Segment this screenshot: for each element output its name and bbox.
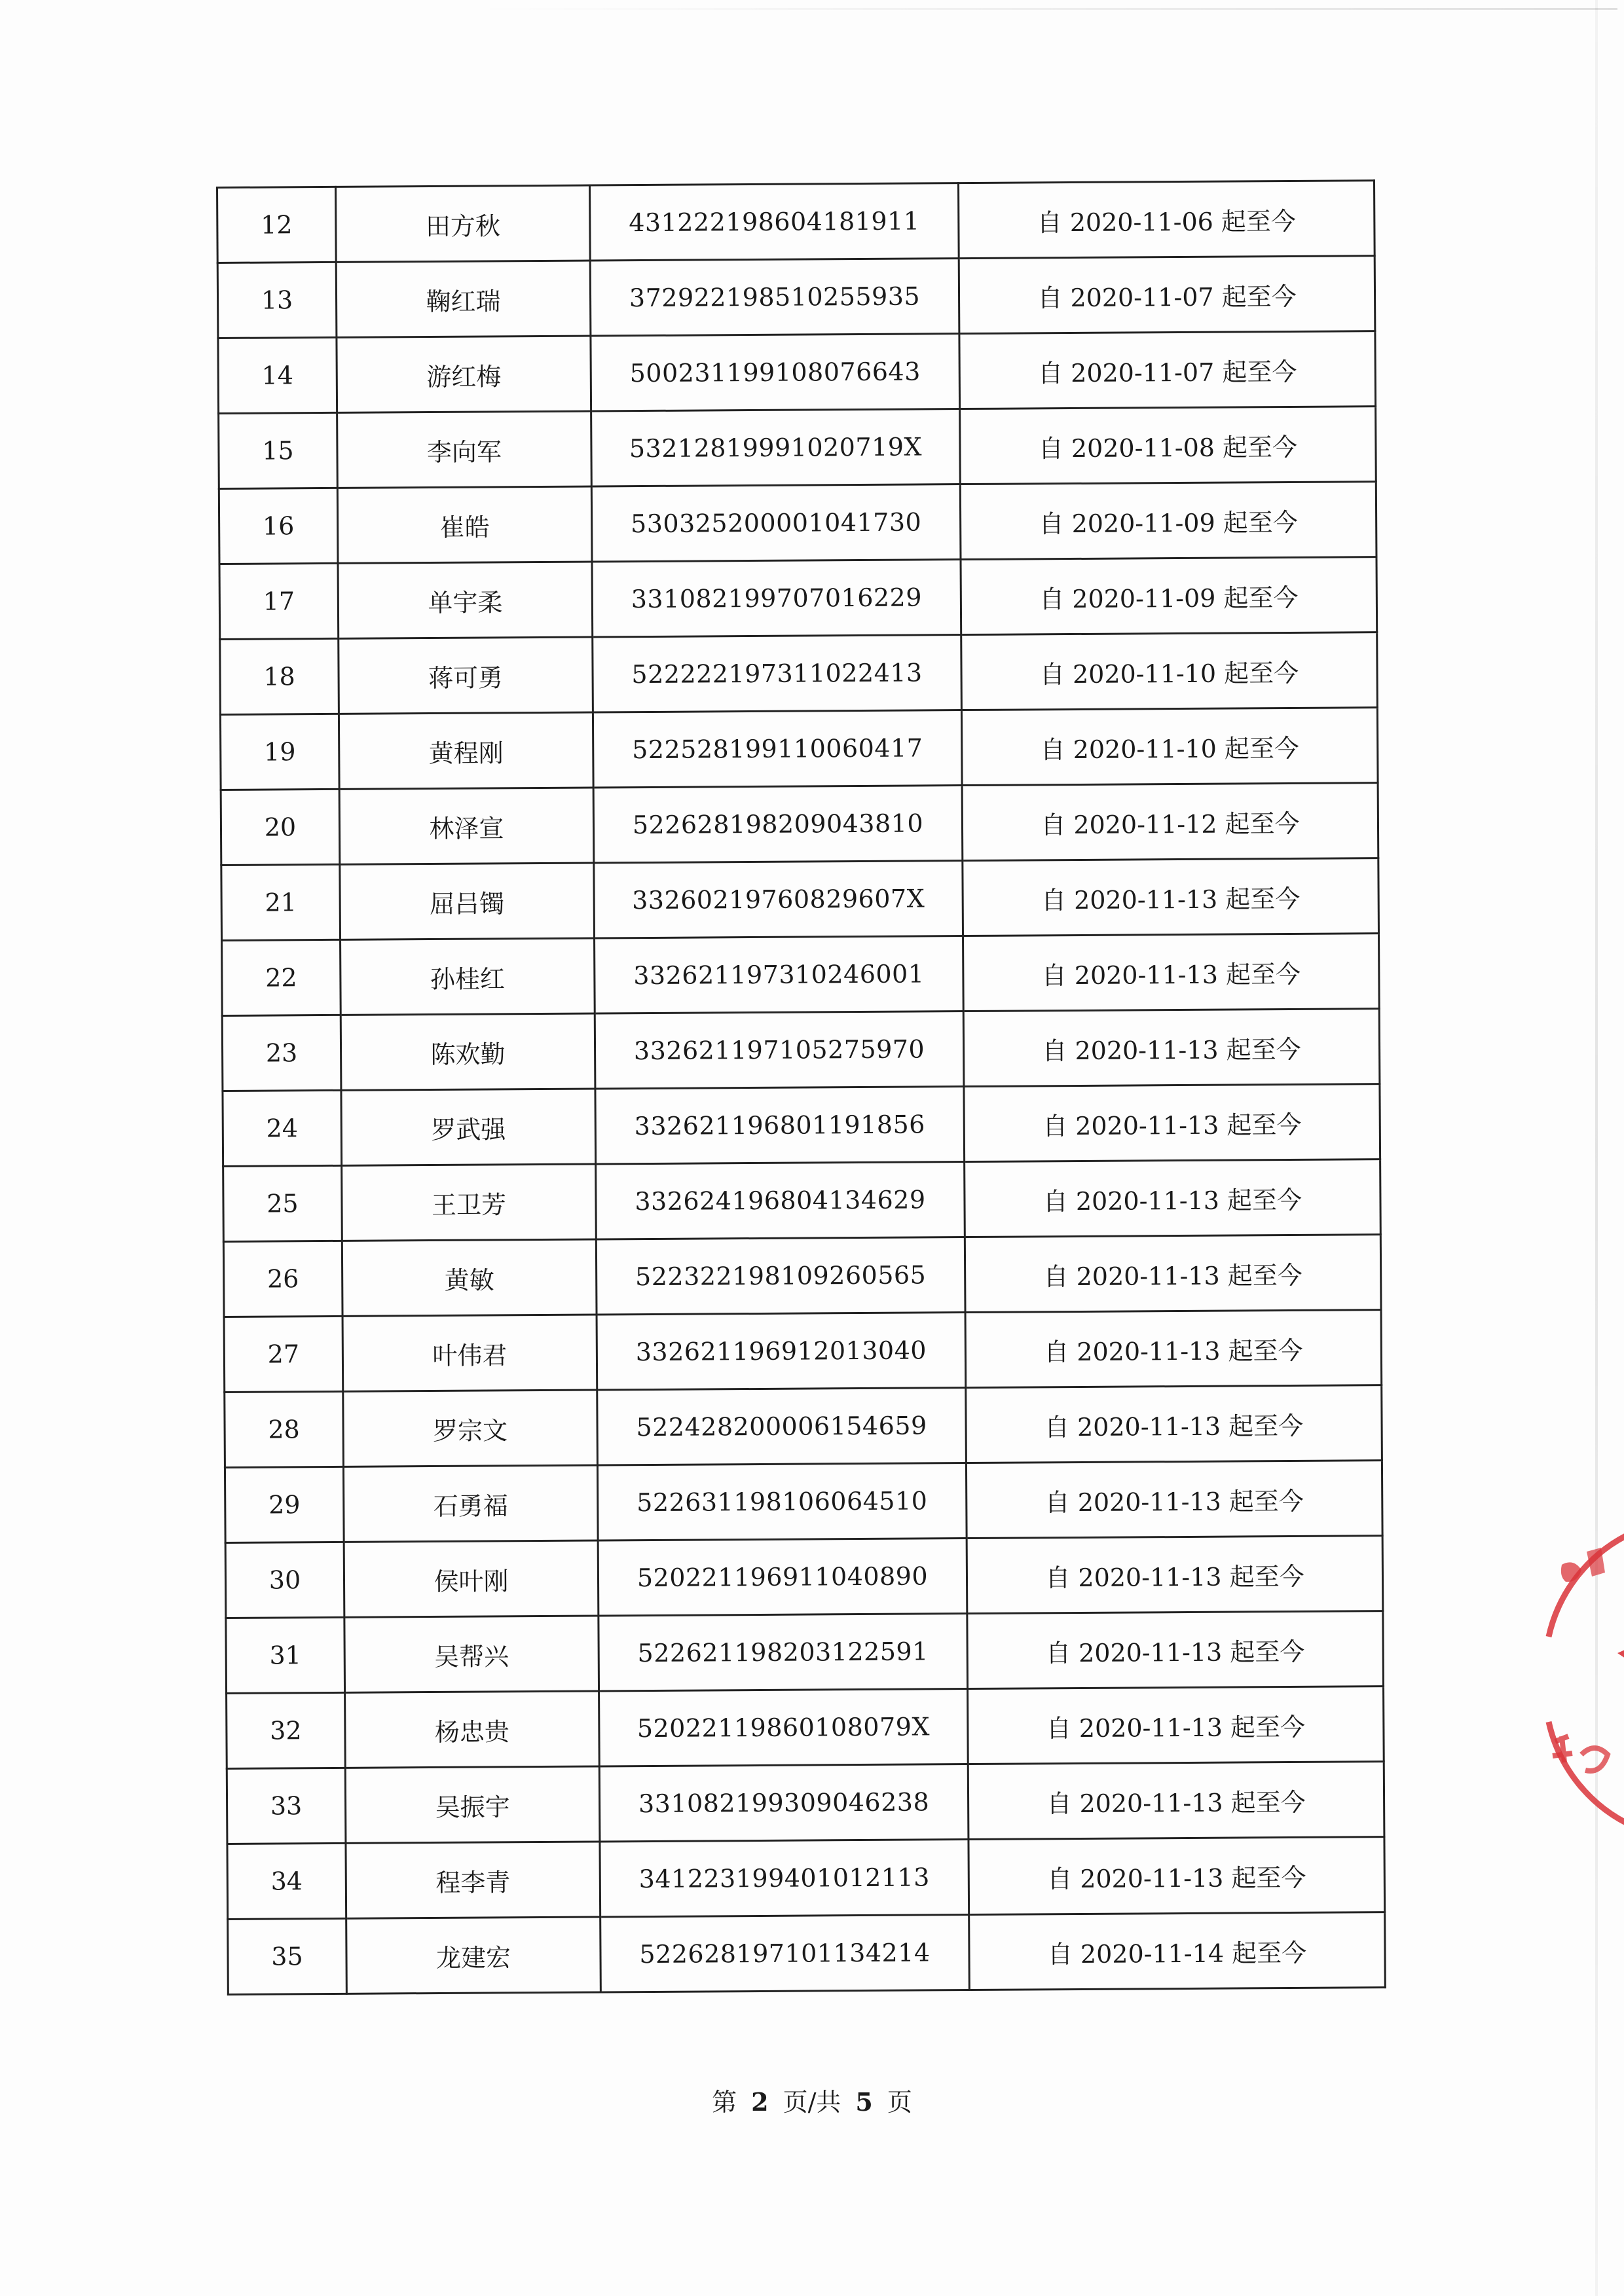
- footer-prefix: 第: [712, 2088, 737, 2117]
- person-name: 叶伟君: [342, 1315, 597, 1391]
- id-number: 522222197311022413: [593, 635, 962, 712]
- row-number: 30: [225, 1542, 344, 1618]
- table-row: [217, 181, 1375, 263]
- table-row: [223, 1159, 1381, 1242]
- row-number: 24: [223, 1090, 342, 1166]
- row-number: 20: [221, 789, 340, 865]
- person-name: 石勇福: [343, 1465, 598, 1542]
- row-number: 16: [219, 488, 338, 564]
- employment-period: 自 2020-11-12 起至今: [962, 783, 1378, 861]
- employment-period: 自 2020-11-14 起至今: [969, 1912, 1386, 1990]
- row-number: 26: [223, 1241, 342, 1317]
- table-row: [223, 1235, 1381, 1317]
- table-row: [219, 407, 1376, 489]
- person-name: 杨忠贵: [345, 1691, 600, 1768]
- table-row: [220, 632, 1378, 715]
- person-name: 黄敏: [342, 1239, 597, 1316]
- row-number: 35: [228, 1918, 347, 1994]
- table-row: [223, 1084, 1380, 1167]
- row-number: 18: [220, 638, 339, 714]
- table-row: [218, 331, 1376, 414]
- table-row: [228, 1912, 1386, 1995]
- table-row: [227, 1686, 1384, 1769]
- table-row: [222, 1009, 1380, 1091]
- person-name: 龙建宏: [346, 1917, 601, 1994]
- employment-period: 自 2020-11-13 起至今: [963, 934, 1380, 1011]
- scan-edge-top: [471, 8, 1617, 10]
- id-number: 522621198203122591: [599, 1614, 968, 1691]
- person-name: 吴帮兴: [344, 1616, 599, 1692]
- row-number: 27: [224, 1316, 343, 1392]
- roster-table: [216, 179, 1386, 1995]
- roster-table-body: [217, 181, 1386, 1995]
- footer-middle: 页/共: [783, 2088, 841, 2117]
- table-row: [224, 1310, 1382, 1393]
- id-number: 500231199108076643: [591, 334, 960, 411]
- id-number: 331082199707016229: [592, 560, 961, 637]
- row-number: 19: [220, 714, 339, 790]
- employment-period: 自 2020-11-13 起至今: [965, 1159, 1381, 1237]
- id-number: 53212819991020719X: [591, 409, 961, 486]
- table-row: [217, 256, 1375, 338]
- id-number: 332621197310246001: [595, 936, 964, 1013]
- id-number: 522322198109260565: [596, 1237, 965, 1315]
- row-number: 34: [227, 1843, 346, 1919]
- id-number: 52022119860108079X: [599, 1689, 969, 1766]
- person-name: 黄程刚: [339, 712, 593, 789]
- employment-period: 自 2020-11-13 起至今: [966, 1461, 1382, 1539]
- table-row: [222, 934, 1380, 1016]
- footer-page-number: 2: [751, 2087, 769, 2117]
- table-row: [219, 557, 1377, 640]
- table-row: [219, 482, 1376, 564]
- id-number: 332621196912013040: [597, 1313, 966, 1390]
- id-number: 522631198106064510: [597, 1463, 967, 1540]
- employment-period: 自 2020-11-10 起至今: [961, 632, 1378, 710]
- person-name: 崔皓: [337, 486, 592, 563]
- row-number: 14: [218, 337, 337, 413]
- table-row: [225, 1461, 1382, 1543]
- employment-period: 自 2020-11-13 起至今: [963, 1009, 1380, 1087]
- page-footer: [0, 2082, 1624, 2118]
- id-number: 522428200006154659: [597, 1388, 967, 1465]
- employment-period: 自 2020-11-07 起至今: [959, 331, 1376, 409]
- employment-period: 自 2020-11-13 起至今: [966, 1385, 1382, 1463]
- person-name: 鞠红瑞: [336, 261, 591, 337]
- employment-period: 自 2020-11-13 起至今: [964, 1084, 1380, 1162]
- person-name: 林泽宣: [339, 788, 594, 864]
- row-number: 31: [226, 1617, 345, 1693]
- table-row: [227, 1837, 1385, 1920]
- id-number: 431222198604181911: [589, 183, 959, 261]
- employment-period: 自 2020-11-09 起至今: [960, 482, 1376, 560]
- person-name: 蒋可勇: [339, 637, 593, 714]
- scan-edge-right: [1595, 0, 1598, 2296]
- row-number: 17: [219, 563, 339, 639]
- footer-suffix: 页: [887, 2088, 912, 2117]
- row-number: 33: [227, 1768, 346, 1844]
- row-number: 23: [222, 1015, 341, 1091]
- row-number: 29: [225, 1467, 344, 1542]
- id-number: 341223199401012113: [600, 1840, 969, 1917]
- person-name: 罗武强: [341, 1089, 596, 1165]
- person-name: 王卫芳: [342, 1164, 597, 1241]
- employment-period: 自 2020-11-13 起至今: [968, 1762, 1384, 1840]
- row-number: 25: [223, 1165, 342, 1241]
- employment-period: 自 2020-11-08 起至今: [960, 407, 1376, 484]
- table-row: [225, 1385, 1382, 1468]
- person-name: 田方秋: [336, 185, 591, 262]
- table-row: [225, 1536, 1383, 1618]
- footer-total-pages: 5: [855, 2087, 873, 2117]
- id-number: 331082199309046238: [599, 1764, 969, 1842]
- person-name: 侯叶刚: [344, 1540, 599, 1617]
- id-number: 33260219760829607X: [594, 861, 963, 938]
- id-number: 372922198510255935: [590, 259, 959, 336]
- employment-period: 自 2020-11-13 起至今: [969, 1837, 1385, 1915]
- table-row: [226, 1611, 1384, 1694]
- roster-table-container: [216, 179, 1386, 1995]
- table-row: [227, 1762, 1384, 1844]
- person-name: 屈吕镯: [340, 863, 595, 939]
- employment-period: 自 2020-11-13 起至今: [968, 1686, 1384, 1764]
- row-number: 22: [222, 939, 341, 1015]
- employment-period: 自 2020-11-07 起至今: [959, 256, 1375, 334]
- employment-period: 自 2020-11-06 起至今: [958, 181, 1375, 259]
- row-number: 15: [219, 412, 338, 488]
- person-name: 游红梅: [337, 336, 591, 412]
- person-name: 单宇柔: [338, 562, 593, 638]
- person-name: 孙桂红: [341, 938, 595, 1015]
- employment-period: 自 2020-11-13 起至今: [963, 858, 1379, 936]
- id-number: 522628197101134214: [600, 1915, 970, 1992]
- person-name: 罗宗文: [343, 1390, 598, 1467]
- table-row: [220, 708, 1378, 790]
- employment-period: 自 2020-11-10 起至今: [961, 708, 1378, 786]
- id-number: 332621197105275970: [595, 1011, 964, 1089]
- id-number: 332624196804134629: [596, 1162, 965, 1239]
- employment-period: 自 2020-11-13 起至今: [965, 1310, 1382, 1388]
- person-name: 陈欢勤: [341, 1013, 595, 1090]
- id-number: 530325200001041730: [591, 484, 961, 562]
- employment-period: 自 2020-11-13 起至今: [967, 1611, 1384, 1689]
- employment-period: 自 2020-11-13 起至今: [965, 1235, 1381, 1313]
- id-number: 332621196801191856: [595, 1087, 965, 1164]
- employment-period: 自 2020-11-13 起至今: [967, 1536, 1383, 1614]
- row-number: 32: [227, 1692, 346, 1768]
- employment-period: 自 2020-11-09 起至今: [961, 557, 1377, 635]
- id-number: 522628198209043810: [593, 786, 963, 863]
- person-name: 李向军: [337, 411, 592, 488]
- red-seal-fragment: [1536, 1506, 1624, 1846]
- id-number: 522528199110060417: [593, 710, 962, 788]
- row-number: 21: [221, 864, 341, 940]
- person-name: 程李青: [346, 1842, 600, 1918]
- row-number: 28: [225, 1391, 344, 1467]
- table-row: [221, 783, 1378, 866]
- table-row: [221, 858, 1379, 941]
- row-number: 13: [217, 262, 337, 338]
- person-name: 吴振宇: [345, 1766, 600, 1843]
- row-number: 12: [217, 187, 337, 263]
- id-number: 520221196911040890: [598, 1539, 967, 1616]
